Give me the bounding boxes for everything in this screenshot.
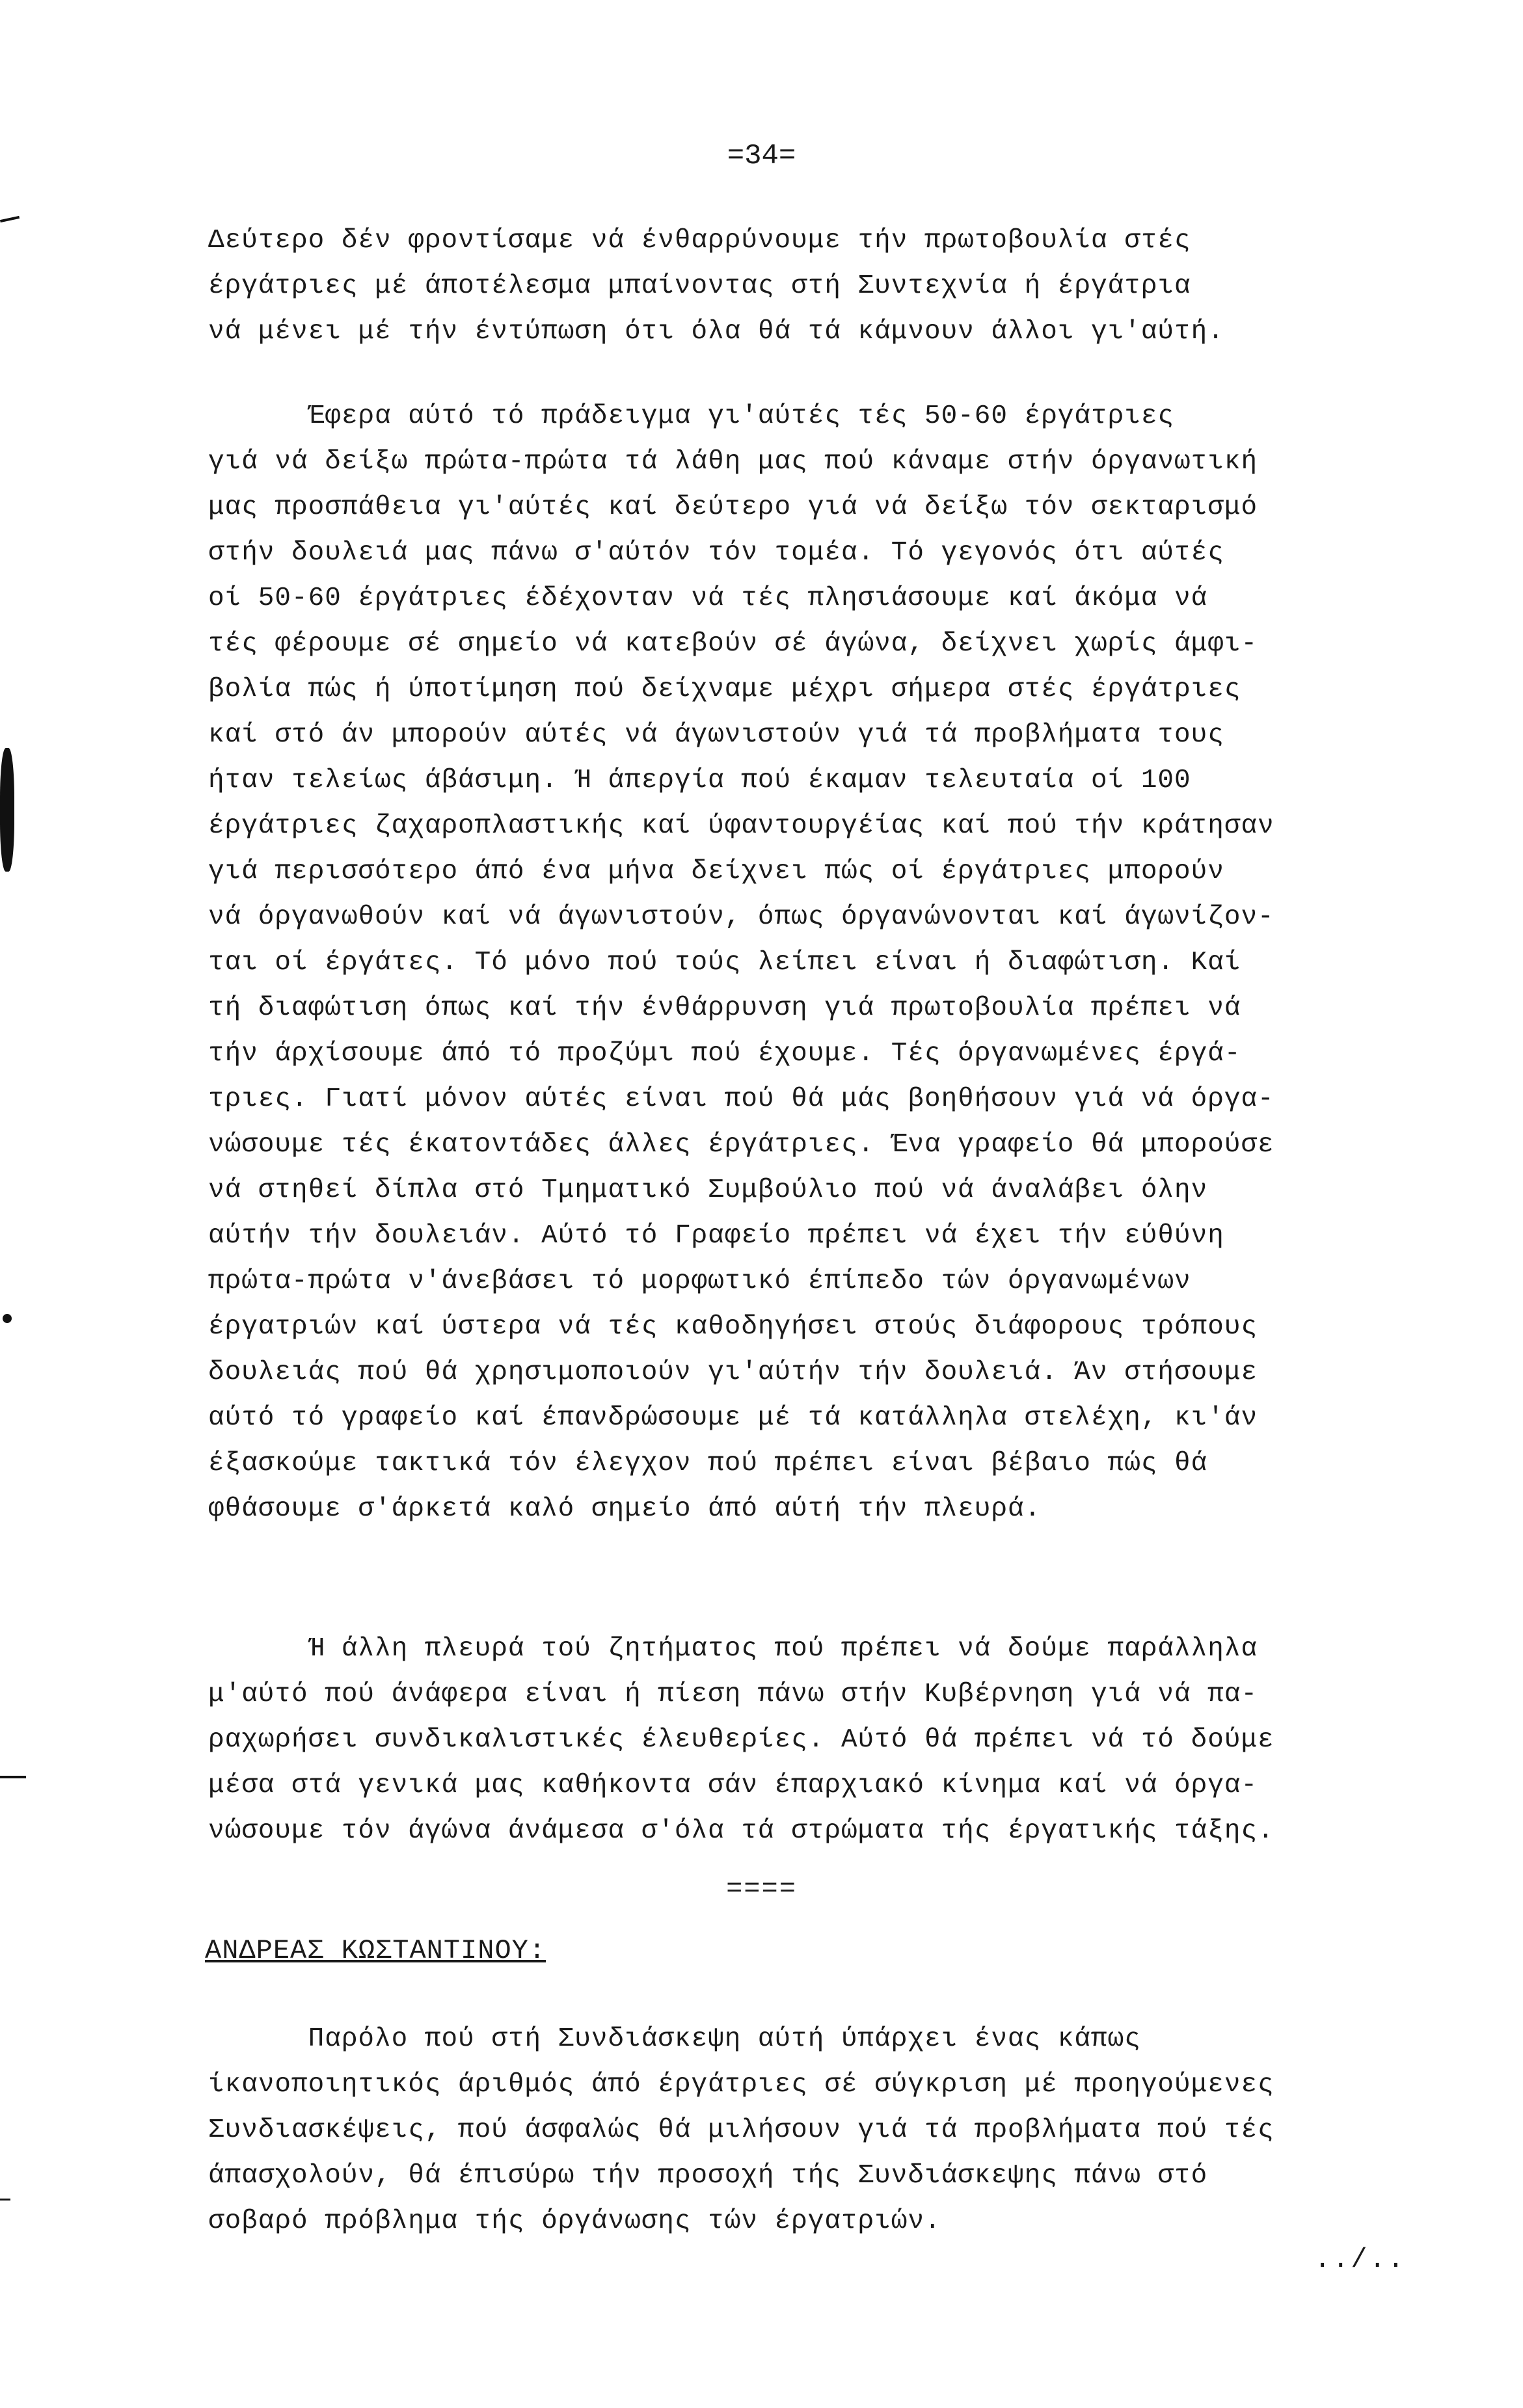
text-line: νά μένει μέ τήν έντύπωση ότι όλα θά τά κάμνουν άλλοι γι'αύτή. xyxy=(208,317,1224,347)
text-line: μ'αύτό πού άνάφερα είναι ή πίεση πάνω στήν Κυβέρνηση γιά νά πα- xyxy=(208,1679,1258,1709)
text-line: ται οί έργάτες. Τό μόνο πού τούς λείπει είναι ή διαφώτιση. Καί xyxy=(208,948,1241,978)
text-line: Παρόλο πού στή Συνδιάσκεψη αύτή ύπάρχει ένας κάπως xyxy=(208,2024,1141,2054)
text-line: τριες. Γιατί μόνον αύτές είναι πού θά μάς βοηθήσουν γιά νά όργα- xyxy=(208,1084,1274,1114)
text-line: έργάτριες ζαχαροπλαστικής καί ύφαντουργέίας καί πού τήν κράτησαν xyxy=(208,811,1274,841)
text-line: νώσουμε τόν άγώνα άνάμεσα σ'όλα τά στρώματα τής έργατικής τάξης. xyxy=(208,1816,1274,1846)
margin-artifact xyxy=(0,748,14,872)
text-line: Ή άλλη πλευρά τού ζητήματος πού πρέπει νά δούμε παράλληλα xyxy=(208,1634,1258,1664)
text-line: Συνδιασκέψεις, πού άσφαλώς θά μιλήσουν γιά τά προβλήματα πού τές xyxy=(208,2115,1274,2145)
text-line: δουλειάς πού θά χρησιμοποιούν γι'αύτήν τήν δουλειά. Άν στήσουμε xyxy=(208,1358,1258,1387)
text-line: αύτό τό γραφείο καί έπανδρώσουμε μέ τά κατάλληλα στελέχη, κι'άν xyxy=(208,1403,1258,1433)
text-line: γιά περισσότερο άπό ένα μήνα δείχνει πώς οί έργάτριες μπορούν xyxy=(208,857,1224,887)
text-line: μας προσπάθεια γι'αύτές καί δεύτερο γιά νά δείξω τόν σεκταρισμό xyxy=(208,492,1258,522)
section-separator: ==== xyxy=(726,1873,797,1905)
margin-artifact xyxy=(0,216,20,222)
text-line: έργάτριες μέ άποτέλεσμα μπαίνοντας στή Συντεχνία ή έργάτρια xyxy=(208,271,1191,301)
text-line: σοβαρό πρόβλημα τής όργάνωσης τών έργατριών. xyxy=(208,2206,941,2236)
text-line: αύτήν τήν δουλειάν. Αύτό τό Γραφείο πρέπει νά έχει τήν εύθύνη xyxy=(208,1221,1224,1251)
text-line: φθάσουμε σ'άρκετά καλό σημείο άπό αύτή τήν πλευρά. xyxy=(208,1494,1042,1524)
text-line: πρώτα-πρώτα ν'άνεβάσει τό μορφωτικό έπίπεδο τών όργανωμένων xyxy=(208,1266,1191,1296)
paragraph-1 xyxy=(208,218,1477,355)
text-line: άπασχολούν, θά έπισύρω τήν προσοχή τής Συνδιάσκεψης πάνω στό xyxy=(208,2161,1208,2191)
paragraph-4 xyxy=(208,2016,1477,2244)
text-line: γιά νά δείξω πρώτα-πρώτα τά λάθη μας πού κάναμε στήν όργανωτική xyxy=(208,447,1258,477)
text-line: καί στό άν μπορούν αύτές νά άγωνιστούν γιά τά προβλήματα τους xyxy=(208,720,1224,750)
text-line: ίκανοποιητικός άριθμός άπό έργάτριες σέ σύγκριση μέ προηγούμενες xyxy=(208,2070,1274,2100)
text-line: ραχωρήσει συνδικαλιστικές έλευθερίες. Αύτό θά πρέπει νά τό δούμε xyxy=(208,1725,1274,1755)
margin-artifact xyxy=(0,1776,26,1778)
text-line: μέσα στά γενικά μας καθήκοντα σάν έπαρχιακό κίνημα καί νά όργα- xyxy=(208,1771,1258,1800)
text-line: οί 50-60 έργάτριες έδέχονταν νά τές πλησιάσουμε καί άκόμα νά xyxy=(208,583,1208,613)
paragraph-2 xyxy=(208,394,1477,1532)
page-number: =34= xyxy=(727,140,796,172)
text-line: νά στηθεί δίπλα στό Τμηματικό Συμβούλιο πού νά άναλάβει όλην xyxy=(208,1175,1208,1205)
paragraph-3 xyxy=(208,1626,1477,1854)
text-line: έργατριών καί ύστερα νά τές καθοδηγήσει στούς διάφορους τρόπους xyxy=(208,1312,1258,1342)
margin-artifact xyxy=(0,2199,10,2201)
text-line: νά όργανωθούν καί νά άγωνιστούν, όπως όργανώνονται καί άγωνίζον- xyxy=(208,902,1274,932)
text-line: Δεύτερο δέν φροντίσαμε νά ένθαρρύνουμε τήν πρωτοβουλία στές xyxy=(208,226,1191,256)
text-line: τήν άρχίσουμε άπό τό προζύμι πού έχουμε. Τές όργανωμένες έργά- xyxy=(208,1039,1241,1069)
text-line: έξασκούμε τακτικά τόν έλεγχον πού πρέπει είναι βέβαιο πώς θά xyxy=(208,1449,1208,1478)
text-line: βολία πώς ή ύποτίμηση πού δείχναμε μέχρι σήμερα στές έργάτριες xyxy=(208,675,1241,704)
text-line: τή διαφώτιση όπως καί τήν ένθάρρυνση γιά πρωτοβουλία πρέπει νά xyxy=(208,993,1241,1023)
text-line: ήταν τελείως άβάσιμη. Ή άπεργία πού έκαμαν τελευταία οί 100 xyxy=(208,766,1191,796)
text-line: τές φέρουμε σέ σημείο νά κατεβούν σέ άγώνα, δείχνει χωρίς άμφι- xyxy=(208,629,1258,659)
margin-artifact xyxy=(3,1314,12,1323)
text-line: νώσουμε τές έκατοντάδες άλλες έργάτριες. Ένα γραφείο θά μπορούσε xyxy=(208,1130,1274,1160)
text-line: στήν δουλειά μας πάνω σ'αύτόν τόν τομέα. Τό γεγονός ότι αύτές xyxy=(208,538,1224,568)
speaker-heading: ΑΝΔΡΕΑΣ ΚΩΣΤΑΝΤΙΝΟΥ: xyxy=(205,1935,546,1966)
continuation-mark: ../.. xyxy=(1314,2244,1406,2275)
text-line: Έφερα αύτό τό πράδειγμα γι'αύτές τές 50-60 έργάτριες xyxy=(208,401,1175,431)
